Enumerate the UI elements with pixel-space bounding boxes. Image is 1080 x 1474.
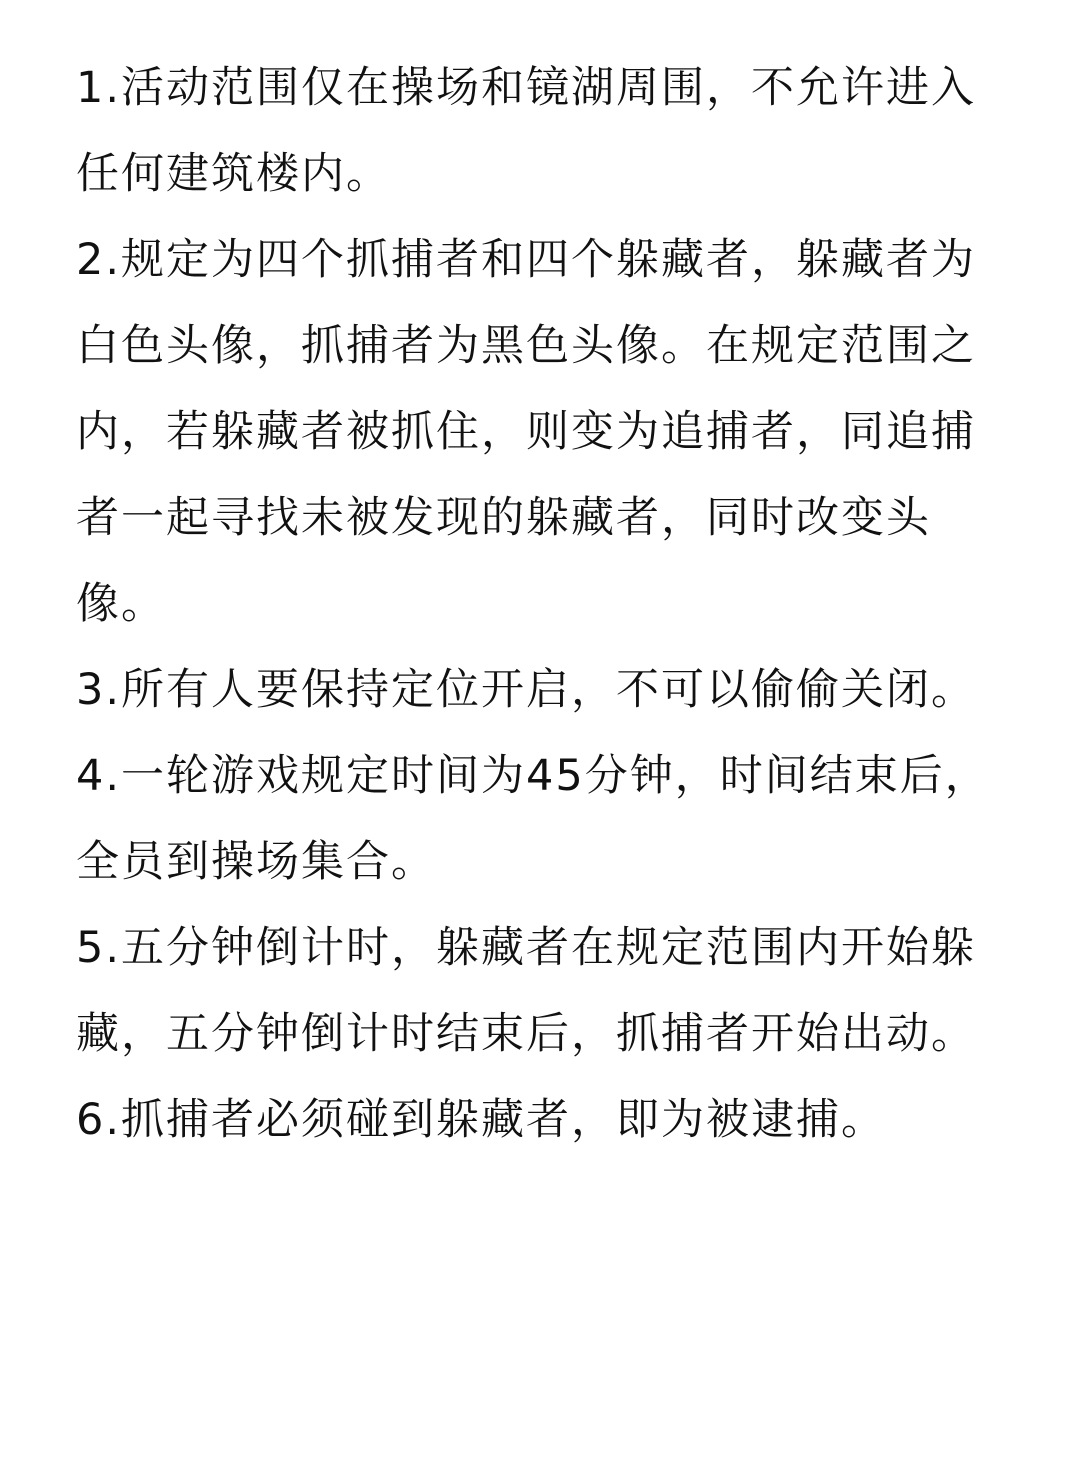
rule-3: 3.所有人要保持定位开启，不可以偷偷关闭。 — [76, 665, 977, 715]
rule-2: 2.规定为四个抓捕者和四个躲藏者，躲藏者为白色头像，抓捕者为黑色头像。在规定范围之内，若躲藏者被抓住，则变为追捕者，同追捕者一起寻找未被发现的躲藏者，同时改变头像。 — [76, 235, 977, 629]
rules-list — [76, 45, 1006, 1163]
rule-4: 4.一轮游戏规定时间为45分钟，时间结束后，全员到操场集合。 — [76, 751, 990, 887]
rule-6: 6.抓捕者必须碰到躲藏者，即为被逮捕。 — [76, 1095, 887, 1145]
rule-1: 1.活动范围仅在操场和镜湖周围，不允许进入任何建筑楼内。 — [76, 63, 977, 199]
rule-5: 5.五分钟倒计时，躲藏者在规定范围内开始躲藏，五分钟倒计时结束后，抓捕者开始出动。 — [76, 923, 977, 1059]
